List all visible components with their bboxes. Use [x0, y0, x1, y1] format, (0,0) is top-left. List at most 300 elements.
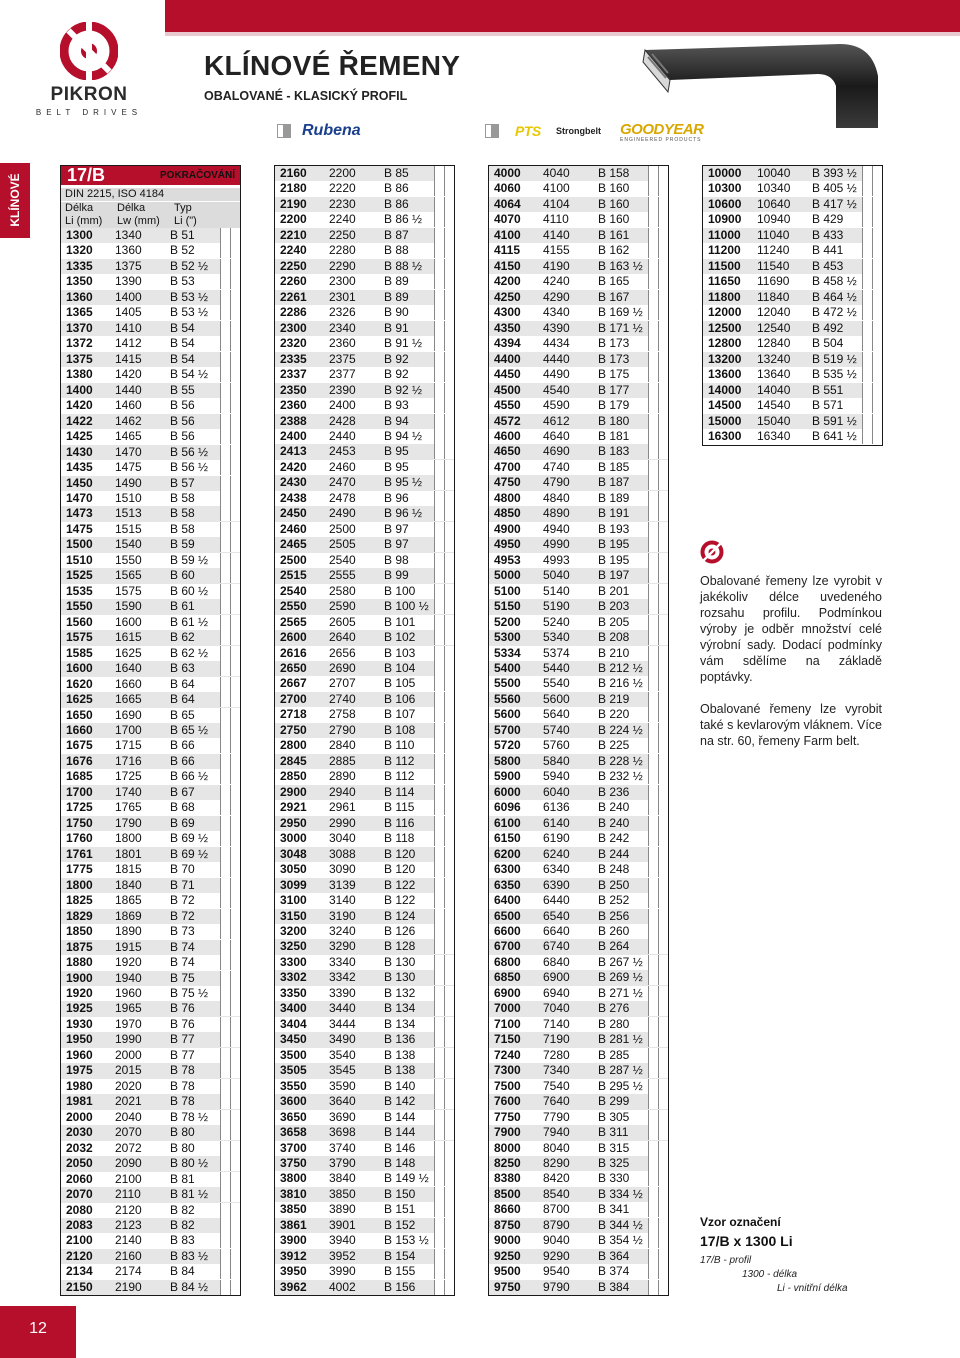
table-row: [489, 166, 668, 181]
check-box: [434, 290, 444, 305]
type-code: B 287 ½: [598, 1063, 643, 1078]
side-tab-label: KLÍNOVÉ: [8, 173, 22, 227]
length-li: 1975: [66, 1063, 93, 1078]
length-li: 6500: [494, 908, 521, 923]
type-code: B 271 ½: [598, 985, 643, 1000]
type-code: B 341: [598, 1202, 630, 1217]
table-row: [489, 1094, 668, 1109]
length-lw: 2740: [329, 691, 356, 706]
length-lw: 1940: [115, 970, 142, 985]
table-row: [703, 197, 882, 212]
table-row: [61, 754, 240, 769]
length-lw: 1470: [115, 444, 142, 459]
length-lw: 2656: [329, 645, 356, 660]
check-box: [658, 785, 668, 800]
table-row: [275, 1110, 454, 1125]
length-li: 1825: [66, 893, 93, 908]
check-box: [434, 506, 444, 521]
table-row: [489, 878, 668, 893]
check-box: [872, 166, 882, 181]
check-box: [434, 522, 444, 537]
table-row: [489, 986, 668, 1001]
length-lw: 4002: [329, 1279, 356, 1294]
table-row: [489, 491, 668, 506]
table-row: [703, 398, 882, 413]
type-code: B 160: [598, 181, 630, 196]
table-row: [489, 568, 668, 583]
length-lw: 7280: [543, 1047, 570, 1062]
length-lw: 2690: [329, 661, 356, 675]
length-li: 2360: [280, 398, 307, 413]
length-li: 14000: [708, 382, 742, 397]
check-box: [434, 321, 444, 336]
page-number: 12: [29, 1320, 47, 1337]
length-lw: 1920: [115, 955, 142, 970]
table-row: [61, 506, 240, 521]
length-lw: 4155: [543, 243, 570, 258]
check-box: [230, 553, 240, 568]
length-lw: 4100: [543, 181, 570, 196]
check-box: [230, 615, 240, 630]
check-box: [434, 1110, 444, 1125]
table-row: [489, 429, 668, 444]
table-row: [61, 290, 240, 305]
check-box: [648, 1048, 658, 1063]
check-box: [648, 475, 658, 490]
type-code: B 152: [384, 1217, 416, 1232]
check-box: [862, 166, 872, 181]
check-box: [444, 909, 454, 924]
length-li: 2000: [66, 1109, 93, 1124]
check-box: [658, 646, 668, 661]
check-box: [648, 1094, 658, 1109]
check-box: [434, 1218, 444, 1233]
check-box: [444, 1063, 454, 1078]
table-row: [61, 305, 240, 320]
type-code: B 87: [384, 227, 409, 242]
column-rows-1: [61, 228, 240, 1295]
check-box: [648, 707, 658, 722]
check-box: [220, 445, 230, 460]
type-code: B 453: [812, 258, 844, 273]
length-lw: 7540: [543, 1078, 570, 1093]
table-row: [61, 259, 240, 274]
type-code: B 144: [384, 1125, 416, 1140]
length-li: 2950: [280, 815, 307, 830]
check-box: [434, 228, 444, 243]
check-box: [230, 290, 240, 305]
table-row: [61, 1032, 240, 1047]
length-li: 1625: [66, 692, 93, 707]
type-code: B 240: [598, 800, 630, 815]
type-code: B 100 ½: [384, 599, 429, 614]
check-box: [230, 352, 240, 367]
length-lw: 4612: [543, 413, 570, 428]
type-code: B 54: [170, 336, 195, 351]
length-lw: 1375: [115, 258, 142, 273]
check-box: [648, 1156, 658, 1171]
check-box: [444, 321, 454, 336]
check-box: [220, 955, 230, 970]
table-row: [61, 352, 240, 367]
table-row: [489, 1032, 668, 1047]
table-row: [275, 506, 454, 521]
check-box: [658, 1218, 668, 1233]
length-lw: 2160: [115, 1248, 142, 1263]
length-lw: 1700: [115, 723, 142, 737]
table-row: [61, 383, 240, 398]
check-box: [220, 723, 230, 738]
length-li: 7300: [494, 1063, 521, 1078]
check-box: [230, 429, 240, 444]
check-box: [444, 197, 454, 212]
length-li: 5720: [494, 738, 521, 753]
check-box: [648, 212, 658, 227]
table-row: [489, 1202, 668, 1217]
table-row: [61, 1172, 240, 1187]
table-row: [275, 1079, 454, 1094]
check-box: [658, 1048, 668, 1063]
length-li: 10000: [708, 166, 742, 180]
table-row: [703, 228, 882, 243]
table-row: [275, 166, 454, 181]
type-code: B 256: [598, 908, 630, 923]
type-code: B 94 ½: [384, 428, 423, 443]
check-box: [648, 1079, 658, 1094]
length-lw: 1690: [115, 707, 142, 722]
length-lw: 4434: [543, 336, 570, 351]
length-li: 2465: [280, 537, 307, 552]
type-code: B 162: [598, 243, 630, 258]
check-box: [658, 414, 668, 429]
check-box: [230, 243, 240, 258]
check-box: [434, 924, 444, 939]
example-title: Vzor označení: [700, 1215, 781, 1229]
table-row: [61, 878, 240, 893]
table-row: [275, 336, 454, 351]
length-li: 4700: [494, 459, 521, 474]
type-code: B 173: [598, 351, 630, 366]
length-lw: 2790: [329, 722, 356, 737]
table-row: [61, 568, 240, 583]
check-box: [648, 259, 658, 274]
length-lw: 2015: [115, 1063, 142, 1078]
check-box: [444, 707, 454, 722]
check-box: [230, 398, 240, 413]
check-box: [230, 321, 240, 336]
check-box: [648, 290, 658, 305]
type-code: B 191: [598, 506, 630, 521]
length-lw: 1615: [115, 630, 142, 645]
check-box: [220, 568, 230, 583]
type-code: B 56: [170, 398, 195, 413]
check-box: [648, 367, 658, 382]
type-code: B 72: [170, 893, 195, 908]
table-row: [489, 321, 668, 336]
length-lw: 3698: [329, 1125, 356, 1140]
length-lw: 3342: [329, 970, 356, 985]
length-li: 4750: [494, 475, 521, 490]
table-row: [275, 1264, 454, 1279]
check-box: [434, 584, 444, 599]
type-code: B 51: [170, 228, 195, 242]
check-box: [220, 971, 230, 986]
check-box: [444, 166, 454, 181]
length-li: 3850: [280, 1202, 307, 1217]
check-box: [872, 305, 882, 320]
type-code: B 69 ½: [170, 831, 209, 846]
check-box: [230, 1079, 240, 1094]
table-row: [61, 769, 240, 784]
length-li: 1372: [66, 336, 93, 351]
check-box: [444, 800, 454, 815]
type-code: B 77: [170, 1032, 195, 1047]
length-li: 13200: [708, 351, 742, 366]
check-box: [444, 1233, 454, 1248]
check-box: [220, 553, 230, 568]
check-box: [220, 769, 230, 784]
table-row: [275, 986, 454, 1001]
length-lw: 6340: [543, 862, 570, 877]
length-lw: 3740: [329, 1140, 356, 1155]
length-lw: 2000: [115, 1047, 142, 1062]
profile-label: 17/B: [67, 165, 106, 185]
type-code: B 116: [384, 815, 415, 830]
length-lw: 2840: [329, 738, 356, 753]
type-code: B 101: [384, 614, 416, 629]
check-box: [658, 599, 668, 614]
type-code: B 53 ½: [170, 305, 209, 320]
length-lw: 3444: [329, 1016, 356, 1031]
table-row: [275, 707, 454, 722]
type-code: B 433: [812, 227, 844, 242]
table-row: [61, 243, 240, 258]
check-box: [658, 1249, 668, 1264]
check-box: [658, 1094, 668, 1109]
check-box: [230, 1048, 240, 1063]
length-lw: 1800: [115, 831, 142, 846]
length-lw: 2375: [329, 351, 356, 366]
check-box: [220, 228, 230, 243]
length-li: 5000: [494, 568, 521, 583]
table-row: [275, 1280, 454, 1295]
type-code: B 276: [598, 1001, 630, 1016]
type-code: B 201: [598, 583, 630, 598]
brand-square-1: [277, 124, 291, 138]
check-box: [658, 707, 668, 722]
check-box: [220, 1141, 230, 1156]
check-box: [658, 522, 668, 537]
length-li: 2800: [280, 738, 307, 753]
type-code: B 120: [384, 862, 416, 877]
check-box: [434, 166, 444, 181]
check-box: [648, 599, 658, 614]
check-box: [434, 553, 444, 568]
type-code: B 280: [598, 1016, 630, 1031]
type-code: B 110: [384, 738, 415, 753]
length-li: 2500: [280, 552, 307, 567]
type-code: B 146: [384, 1140, 416, 1155]
table-row: [489, 630, 668, 645]
table-row: [61, 460, 240, 475]
length-lw: 3390: [329, 985, 356, 1000]
check-box: [658, 723, 668, 738]
length-lw: 1540: [115, 537, 142, 552]
check-box: [648, 414, 658, 429]
check-box: [648, 1017, 658, 1032]
check-box: [658, 1063, 668, 1078]
check-box: [444, 1280, 454, 1295]
table-row: [275, 615, 454, 630]
length-li: 5400: [494, 661, 521, 675]
check-box: [658, 212, 668, 227]
type-code: B 114: [384, 784, 415, 799]
length-li: 8660: [494, 1202, 521, 1217]
length-li: 4000: [494, 166, 521, 180]
length-li: 3302: [280, 970, 307, 985]
table-row: [275, 1141, 454, 1156]
length-lw: 7340: [543, 1063, 570, 1078]
length-li: 8000: [494, 1140, 521, 1155]
length-li: 3700: [280, 1140, 307, 1155]
table-row: [489, 352, 668, 367]
type-code: B 99: [384, 568, 409, 583]
check-box: [220, 924, 230, 939]
length-li: 2210: [280, 227, 307, 242]
check-box: [434, 707, 444, 722]
length-li: 6200: [494, 846, 521, 861]
check-box: [230, 692, 240, 707]
length-lw: 1990: [115, 1032, 142, 1047]
length-lw: 2885: [329, 753, 356, 768]
table-row: [489, 243, 668, 258]
check-box: [648, 909, 658, 924]
check-box: [230, 924, 240, 939]
length-li: 1750: [66, 815, 93, 830]
table-row: [61, 321, 240, 336]
check-box: [444, 398, 454, 413]
check-box: [230, 940, 240, 955]
type-code: B 264: [598, 939, 630, 954]
type-code: B 88 ½: [384, 258, 423, 273]
length-lw: 2390: [329, 382, 356, 397]
check-box: [444, 924, 454, 939]
length-li: 4450: [494, 367, 521, 382]
table-row: [61, 661, 240, 676]
length-lw: 4640: [543, 428, 570, 443]
length-lw: 6640: [543, 923, 570, 938]
length-li: 11650: [708, 274, 741, 289]
length-li: 1650: [66, 707, 93, 722]
length-li: 4500: [494, 382, 521, 397]
check-box: [434, 723, 444, 738]
check-box: [434, 305, 444, 320]
length-li: 2180: [280, 181, 307, 196]
table-row: [275, 475, 454, 490]
length-lw: 1640: [115, 661, 142, 676]
check-box: [434, 754, 444, 769]
check-box: [658, 1264, 668, 1279]
table-row: [275, 630, 454, 645]
length-lw: 1970: [115, 1016, 142, 1031]
type-code: B 55: [170, 382, 195, 397]
table-row: [703, 336, 882, 351]
check-box: [434, 1001, 444, 1016]
length-li: 3800: [280, 1171, 307, 1186]
continuation-label: POKRAČOVÁNÍ: [159, 170, 235, 181]
check-box: [862, 181, 872, 196]
length-lw: 10640: [757, 196, 791, 211]
table-row: [61, 940, 240, 955]
table-row: [489, 862, 668, 877]
table-row: [275, 228, 454, 243]
check-box: [862, 398, 872, 413]
length-lw: 3940: [329, 1233, 356, 1248]
table-row: [489, 522, 668, 537]
check-box: [444, 444, 454, 459]
length-li: 1475: [66, 521, 93, 536]
length-lw: 12040: [757, 305, 791, 320]
check-box: [658, 398, 668, 413]
check-box: [872, 197, 882, 212]
length-lw: 1665: [115, 692, 142, 707]
table-row: [489, 970, 668, 985]
check-box: [872, 228, 882, 243]
check-box: [444, 1171, 454, 1186]
length-lw: 10040: [757, 166, 791, 180]
length-lw: 11840: [757, 289, 790, 304]
length-li: 3550: [280, 1078, 307, 1093]
type-code: B 140: [384, 1078, 416, 1093]
length-lw: 2500: [329, 521, 356, 536]
check-box: [648, 197, 658, 212]
length-li: 7900: [494, 1125, 521, 1140]
length-li: 4064: [494, 196, 521, 211]
table-row: [703, 259, 882, 274]
check-box: [862, 352, 872, 367]
table-row: [275, 800, 454, 815]
table-row: [61, 615, 240, 630]
type-code: B 154: [384, 1248, 416, 1263]
check-box: [220, 537, 230, 552]
table-row: [489, 707, 668, 722]
check-box: [444, 831, 454, 846]
check-box: [230, 537, 240, 552]
table-row: [489, 1079, 668, 1094]
check-box: [648, 986, 658, 1001]
check-box: [444, 1218, 454, 1233]
length-lw: 2590: [329, 599, 356, 614]
check-box: [230, 677, 240, 692]
check-box: [444, 738, 454, 753]
type-code: B 189: [598, 490, 630, 505]
length-li: 2667: [280, 676, 307, 691]
check-box: [872, 259, 882, 274]
length-li: 1980: [66, 1078, 93, 1093]
type-code: B 68: [170, 800, 195, 815]
length-lw: 2220: [329, 181, 356, 196]
table-row: [61, 708, 240, 723]
length-li: 1535: [66, 583, 93, 598]
length-lw: 3850: [329, 1186, 356, 1201]
length-li: 1350: [66, 274, 93, 289]
check-box: [648, 243, 658, 258]
type-code: B 124: [384, 908, 416, 923]
length-li: 1600: [66, 661, 93, 676]
table-row: [489, 274, 668, 289]
length-lw: 6040: [543, 784, 570, 799]
type-code: B 136: [384, 1032, 416, 1047]
